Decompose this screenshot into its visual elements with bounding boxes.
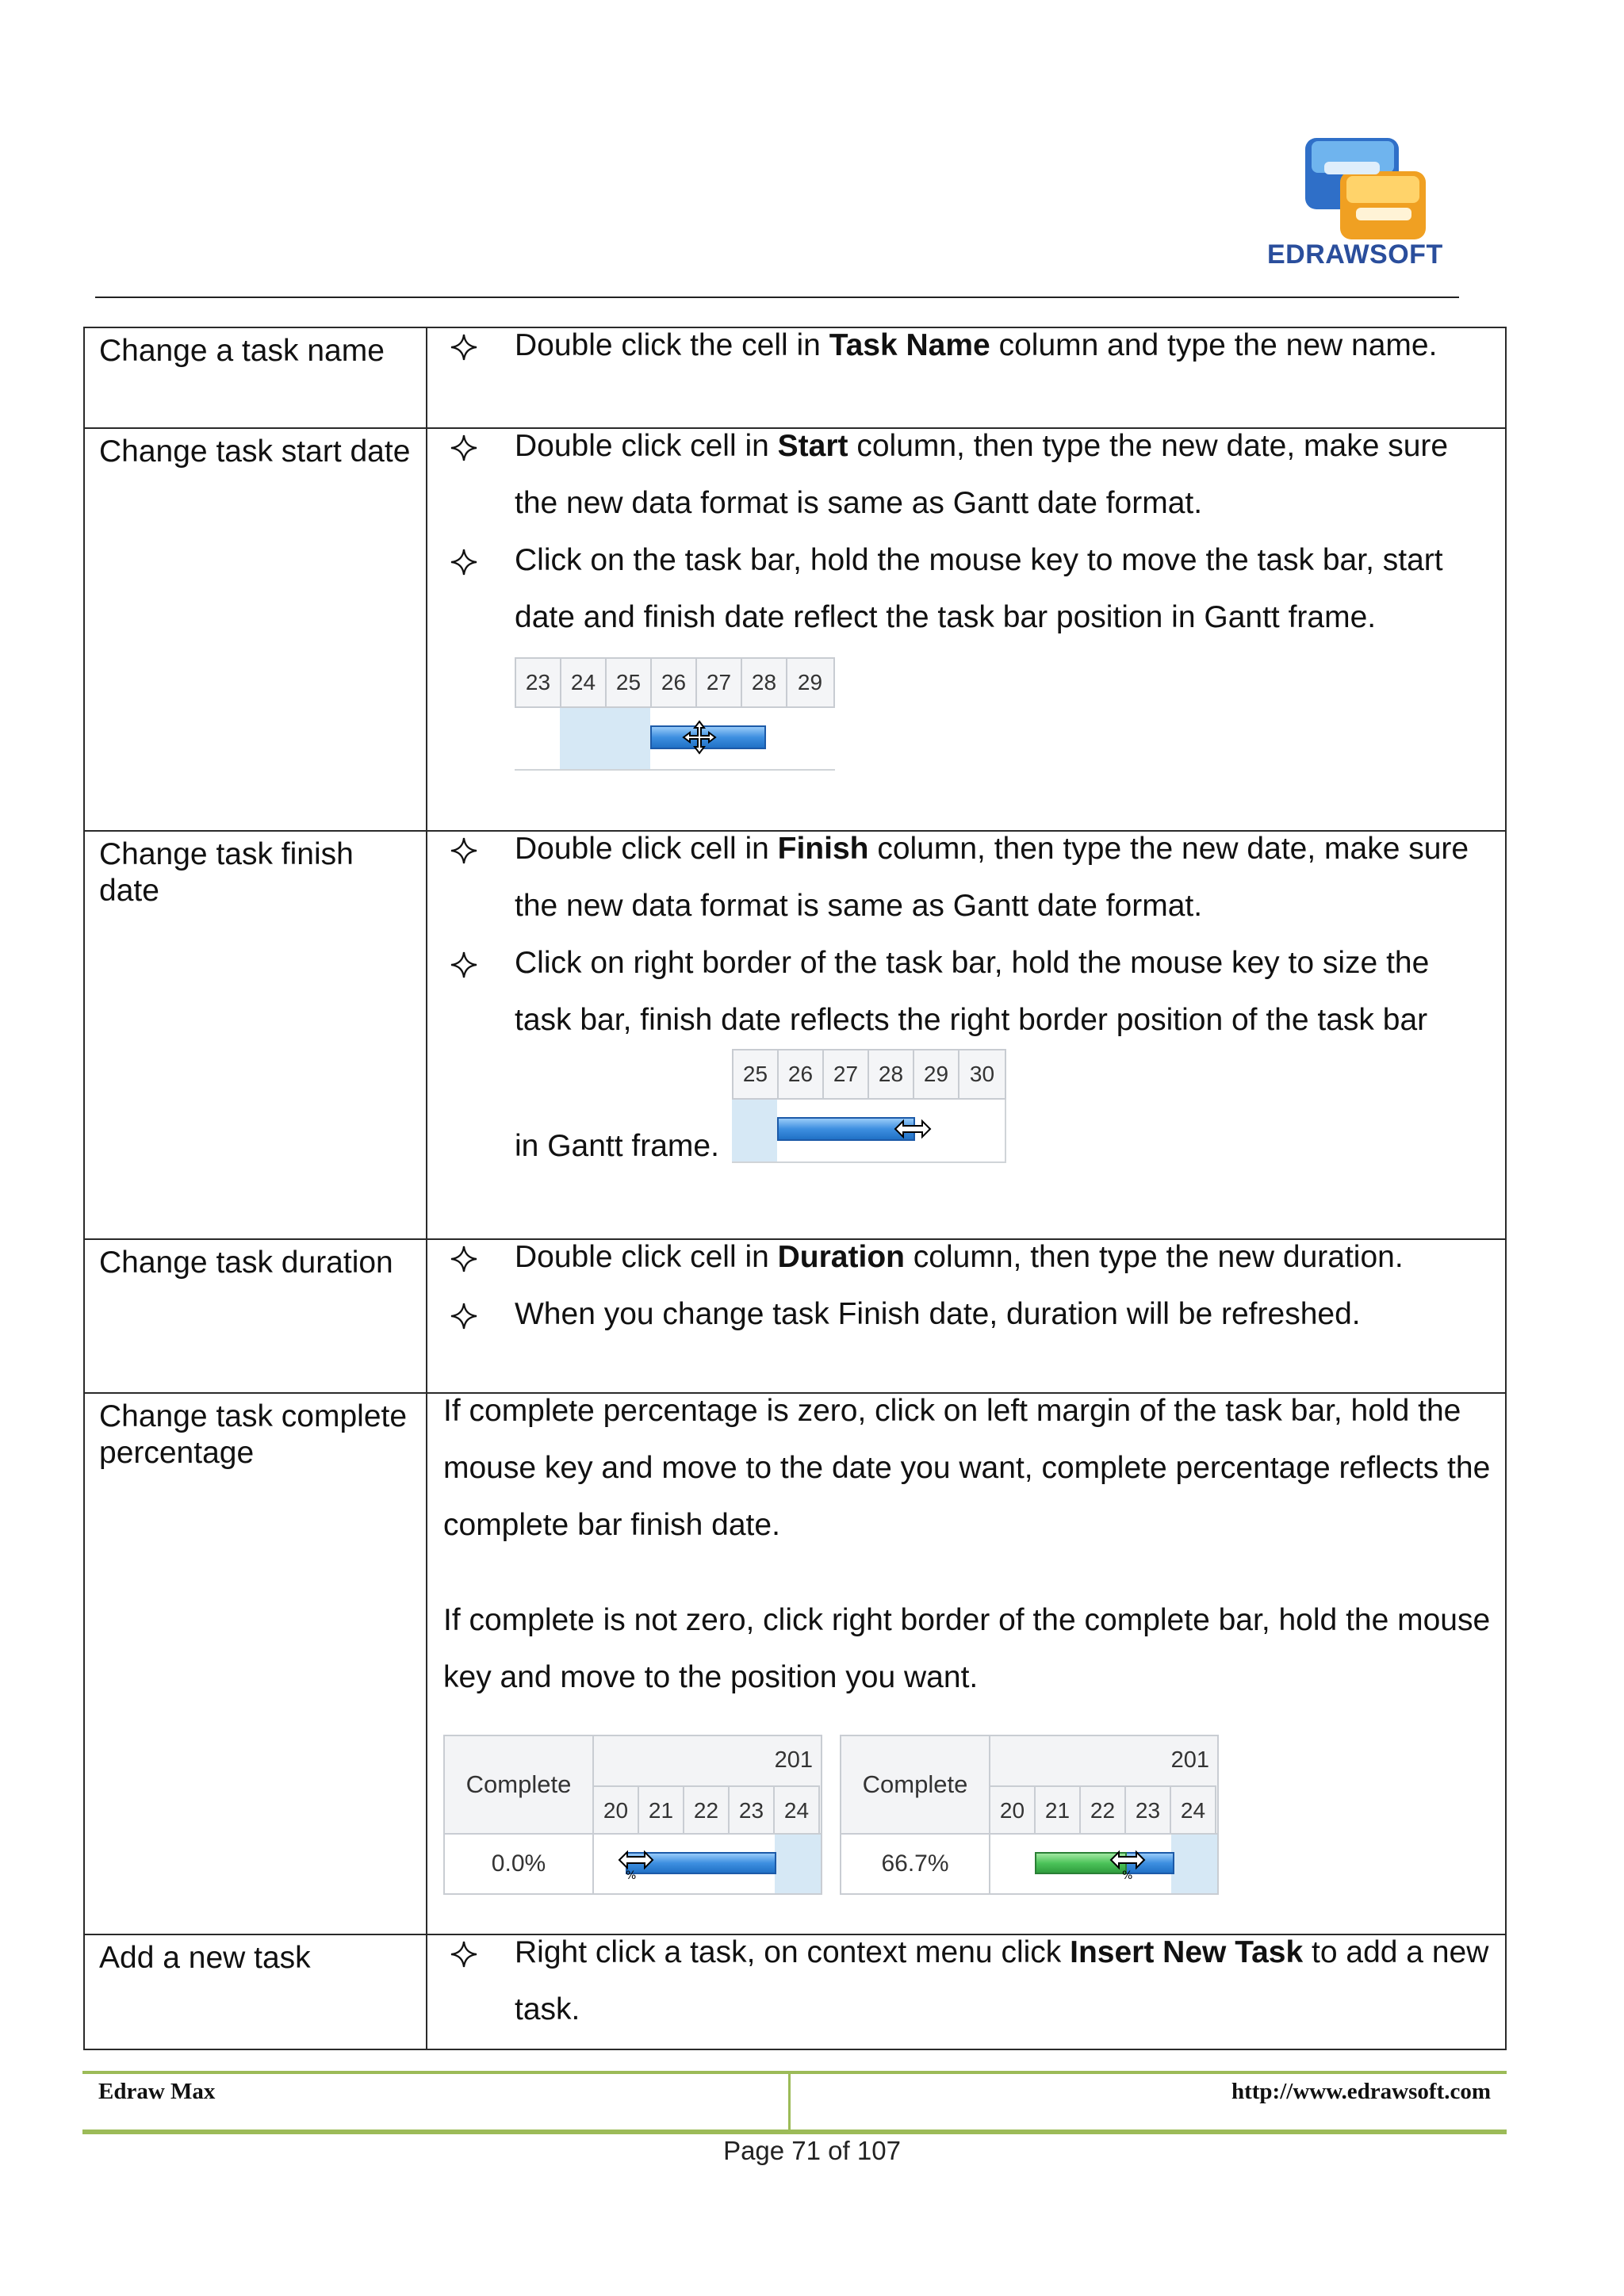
complete-column-header: Complete <box>445 1736 592 1835</box>
gantt-day-cell: 23 <box>516 659 561 706</box>
gantt-header <box>990 1736 1217 1835</box>
gantt-day-cell: 24 <box>561 659 607 706</box>
footer-website-link[interactable]: http://www.edrawsoft.com <box>1231 2079 1491 2104</box>
paragraph: If complete percentage is zero, click on left margin of the task bar, hold the mouse key and move to the date you want, complete percentage reflects the complete bar finish date. <box>443 1394 1491 1542</box>
row-label: Change a task name <box>99 334 385 368</box>
complete-value: 66.7% <box>881 1850 949 1877</box>
row-label: Change task complete percentage <box>99 1399 408 1470</box>
gantt-day-cell: 22 <box>1081 1787 1126 1835</box>
gantt-day-cell: 28 <box>869 1050 914 1098</box>
gantt-day-cell: 21 <box>1036 1787 1081 1835</box>
gantt-day-cell: 25 <box>733 1050 779 1098</box>
gantt-baseline <box>515 769 835 771</box>
row-label: Change task finish date <box>99 837 354 908</box>
row-change-task-name <box>84 327 1506 428</box>
svg-text:%: % <box>626 1869 637 1881</box>
gantt-highlight-column <box>775 1835 821 1893</box>
gantt-day-header <box>515 657 835 708</box>
gantt-day-cell: 29 <box>797 670 823 695</box>
bullet-item: When you change task Finish date, duration will be refreshed. <box>442 1286 1491 1343</box>
gantt-highlight-column <box>1171 1835 1217 1893</box>
bullet-item: Double click cell in Finish column, then type the new date, make sure the new data format is same as Gantt date format. <box>442 821 1491 935</box>
bullet-item: Right click a task, on context menu click Insert New Task to add a new task. <box>442 1924 1491 2038</box>
gantt-day-cell: 25 <box>607 659 652 706</box>
gantt-day-cell: 27 <box>824 1050 869 1098</box>
four-point-star-bullet-icon <box>450 836 478 865</box>
gantt-year-label: 201 <box>1170 1747 1209 1773</box>
bullet-item: Double click cell in Start column, then type the new date, make sure the new data format is same as Gantt date format. <box>442 418 1491 532</box>
gantt-day-cell: 20 <box>594 1787 639 1835</box>
gantt-day-cell: 22 <box>684 1787 730 1835</box>
page-number: Page 71 of 107 <box>723 2136 901 2165</box>
footer-divider <box>788 2074 791 2130</box>
gantt-move-example <box>515 657 835 776</box>
instructions-table <box>83 327 1507 2050</box>
gantt-day-header <box>990 1785 1216 1835</box>
row-change-task-start-date <box>84 428 1506 831</box>
gantt-day-cell: 20 <box>990 1787 1036 1835</box>
complete-column-header: Complete <box>841 1736 989 1835</box>
bullet-item: Double click the cell in Task Name column and type the new name. <box>442 317 1491 374</box>
gantt-day-cell: 26 <box>779 1050 824 1098</box>
percent-resize-cursor-icon <box>1109 1849 1146 1881</box>
row-label: Change task duration <box>99 1246 393 1280</box>
paragraph: If complete is not zero, click right border of the complete bar, hold the mouse key and move to the position you want. <box>443 1603 1491 1694</box>
gantt-day-cell: 29 <box>914 1050 959 1098</box>
gantt-day-cell: 23 <box>1126 1787 1171 1835</box>
four-point-star-bullet-icon <box>450 1302 478 1330</box>
gantt-year-label: 201 <box>774 1747 813 1773</box>
gantt-day-header <box>594 1785 820 1835</box>
four-point-star-bullet-icon <box>450 434 478 462</box>
four-point-star-bullet-icon <box>450 333 478 362</box>
four-point-star-bullet-icon <box>450 548 478 576</box>
bullet-item: Click on the task bar, hold the mouse key to move the task bar, start date and finish date reflect the task bar position in Gantt frame. <box>442 532 1491 646</box>
gantt-day-cell: 21 <box>639 1787 684 1835</box>
row-change-task-finish-date <box>84 831 1506 1239</box>
complete-value: 0.0% <box>491 1850 546 1877</box>
edrawsoft-wordmark: EDRAWSOFT <box>1267 239 1443 270</box>
gantt-day-cell: 28 <box>742 659 787 706</box>
row-change-task-complete-percentage <box>84 1393 1506 1934</box>
gantt-day-cell: 30 <box>969 1062 995 1086</box>
gantt-highlight-column <box>560 708 650 770</box>
four-point-star-bullet-icon <box>450 1940 478 1969</box>
complete-table-zero <box>443 1735 822 1895</box>
row-label: Change task start date <box>99 434 411 469</box>
footer-product-name: Edraw Max <box>98 2079 216 2104</box>
move-cursor-icon <box>681 719 718 756</box>
bullet-item: Click on right border of the task bar, hold the mouse key to size the task bar, finish date reflects the right border position of the task bar in Gantt frame. 25 26 27 28 29 30 <box>442 935 1491 1190</box>
complete-examples <box>427 1735 1505 1909</box>
resize-cursor-icon <box>894 1117 932 1141</box>
gantt-day-cell: 23 <box>730 1787 775 1835</box>
svg-text:%: % <box>1122 1869 1133 1881</box>
gantt-day-cell: 26 <box>652 659 697 706</box>
finish-tail-line: in Gantt frame. 25 26 27 28 29 30 <box>515 1049 1491 1190</box>
complete-table-partial <box>840 1735 1219 1895</box>
page-footer <box>82 2071 1507 2134</box>
gantt-day-cell: 24 <box>1171 1787 1216 1835</box>
gantt-day-cell: 24 <box>775 1787 820 1835</box>
four-point-star-bullet-icon <box>450 951 478 979</box>
header-rule <box>95 297 1459 298</box>
gantt-day-header <box>732 1049 1006 1100</box>
row-change-task-duration <box>84 1239 1506 1393</box>
bullet-item: Double click cell in Duration column, then type the new duration. <box>442 1229 1491 1286</box>
gantt-day-cell: 27 <box>697 659 742 706</box>
gantt-header <box>594 1736 821 1835</box>
four-point-star-bullet-icon <box>450 1245 478 1273</box>
row-label: Add a new task <box>99 1941 311 1975</box>
row-add-new-task <box>84 1934 1506 2049</box>
percent-resize-cursor-icon <box>618 1849 654 1881</box>
gantt-resize-example <box>732 1049 1006 1165</box>
